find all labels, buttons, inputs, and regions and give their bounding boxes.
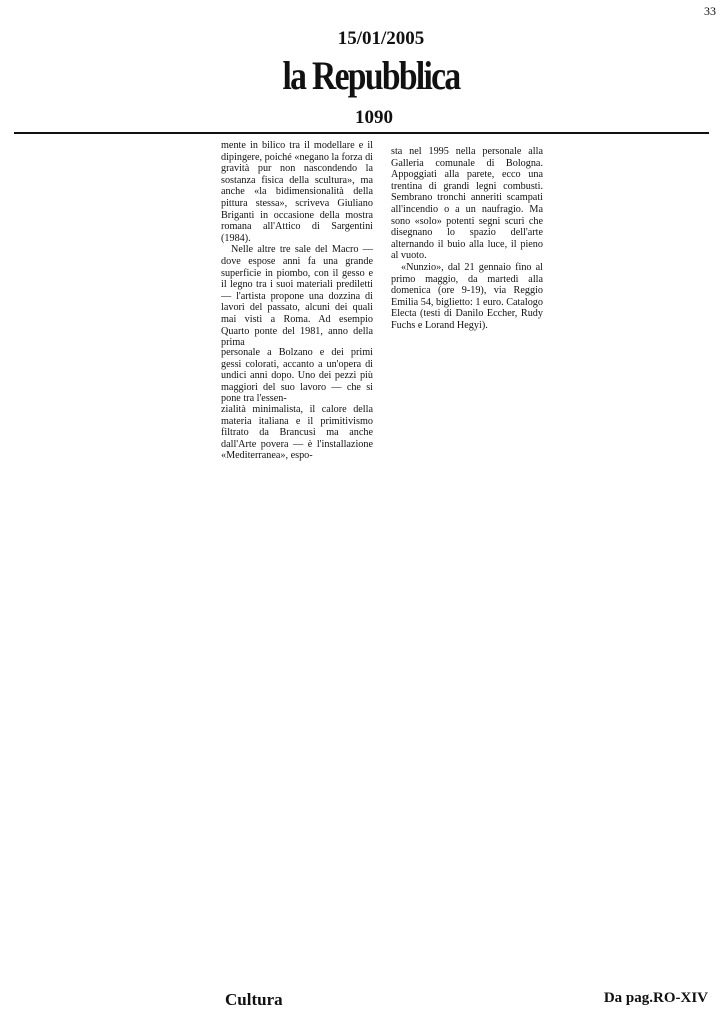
- article-column-1-part-3: [221, 404, 373, 462]
- section-label: Cultura: [225, 990, 283, 1009]
- article-column-2: [391, 146, 543, 332]
- article-paragraph: sta nel 1995 nella personale alla Galleria comunale di Bologna. Appoggiati alla parete, ecco una trentina di grandi legni combusti. Sembrano tronchi anneriti scampati all'incendio o a un naufragio. Ma sono «solo» potenti segni scuri che disegnano lo spazio dell'arte alternando il buio alla luce, il pieno al vuoto.: [391, 146, 543, 262]
- article-paragraph: personale a Bolzano e dei primi gessi colorati, accanto a un'opera di undici anni dopo. Uno dei pezzi più maggiori del suo lavoro — che si pone tra l'essen-: [221, 347, 373, 405]
- source-page-label: Da pag.RO-XIV: [603, 990, 708, 1006]
- article-paragraph: zialità minimalista, il calore della materia italiana e il primitivismo filtrato da Brancusi ma anche dall'Arte povera — è l'installazione «Mediterranea», espo-: [221, 404, 373, 462]
- article-column-1-part-2: [221, 347, 373, 405]
- header-divider: [14, 132, 709, 134]
- article-column-1-part-1: [221, 140, 373, 349]
- issue-number: 1090: [355, 107, 393, 128]
- article-paragraph: «Nunzio», dal 21 gennaio fino al primo maggio, da martedì alla domenica (ore 9-19), via Reggio Emilia 54, biglietto: 1 euro. Catalogo Electa (testi di Danilo Eccher, Rudy Fuchs e Lorand Hegyi).: [391, 261, 543, 331]
- article-paragraph: Nelle altre tre sale del Macro — dove espose anni fa una grande superficie in piombo, con il gesso e il legno tra i suoi materiali prediletti — l'artista propone una dozzina di lavori del passato, alcuni dei quali mai visti a Roma. Ad esempio Quarto ponte del 1981, anno della prima: [221, 244, 373, 349]
- newspaper-masthead: la Repubblica: [282, 53, 460, 98]
- page-number: 33: [704, 4, 716, 18]
- publication-date: 15/01/2005: [337, 28, 425, 49]
- article-paragraph: mente in bilico tra il modellare e il dipingere, poiché «negano la forza di gravità pur non nascondendo la sostanza fisica della scultura», ma anche «la bidimensionalità della pittura stessa», scriveva Giuliano Briganti in occasione della mostra romana all'Attico di Sargentini (1984).: [221, 140, 373, 244]
